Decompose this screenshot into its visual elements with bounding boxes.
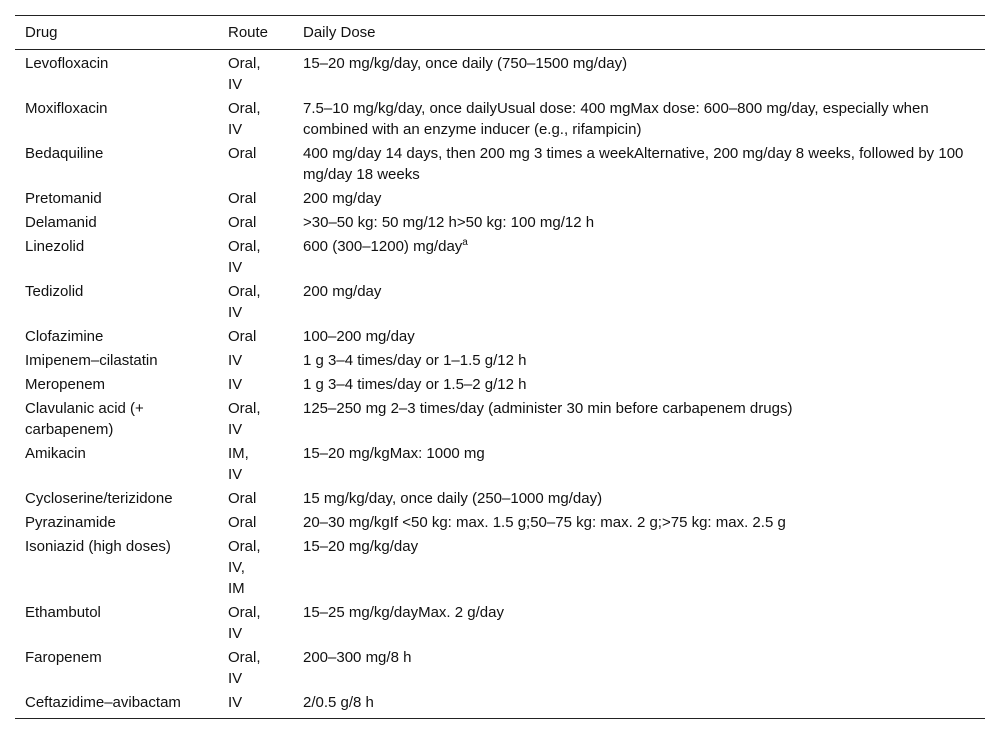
daily-dose-text: 15 mg/kg/day, once daily (250–1000 mg/day) xyxy=(303,490,603,507)
route-cell: Oral, IV xyxy=(228,649,261,687)
drug-cell: Delamanid xyxy=(25,214,97,231)
route-cell: Oral, IV xyxy=(228,604,261,642)
daily-dose-cell xyxy=(293,50,985,98)
table-row xyxy=(15,325,985,349)
drug-cell: Faropenem xyxy=(25,649,102,666)
route-cell: IV xyxy=(228,694,243,711)
daily-dose-cell xyxy=(293,142,985,187)
daily-dose-cell xyxy=(293,349,985,373)
drug-cell: Ethambutol xyxy=(25,604,101,621)
table-row xyxy=(15,373,985,397)
table-row xyxy=(15,487,985,511)
daily-dose-cell xyxy=(293,211,985,235)
daily-dose-cell xyxy=(293,373,985,397)
table-row xyxy=(15,235,985,280)
table-row xyxy=(15,142,985,187)
table-row xyxy=(15,97,985,142)
drug-cell: Clofazimine xyxy=(25,328,104,345)
route-cell: Oral, IV xyxy=(228,283,261,321)
drug-dosing-table xyxy=(15,15,985,719)
route-cell: Oral xyxy=(228,514,257,531)
daily-dose-cell xyxy=(293,601,985,646)
daily-dose-text: 1 g 3–4 times/day or 1.5–2 g/12 h xyxy=(303,376,527,393)
daily-dose-text: 200–300 mg/8 h xyxy=(303,649,412,666)
route-cell: Oral, IV, IM xyxy=(228,538,261,597)
daily-dose-cell xyxy=(293,691,985,719)
daily-dose-cell xyxy=(293,646,985,691)
daily-dose-cell xyxy=(293,511,985,535)
route-cell: Oral, IV xyxy=(228,100,261,138)
daily-dose-text: 20–30 mg/kgIf <50 kg: max. 1.5 g;50–75 kg: max. 2 g;>75 kg: max. 2.5 g xyxy=(303,514,786,531)
drug-cell: Imipenem–cilastatin xyxy=(25,352,158,369)
drug-cell: Amikacin xyxy=(25,445,86,462)
daily-dose-text: 100–200 mg/day xyxy=(303,328,415,345)
daily-dose-cell xyxy=(293,187,985,211)
table-header-row xyxy=(15,16,985,50)
drug-cell: Moxifloxacin xyxy=(25,100,108,117)
daily-dose-cell xyxy=(293,442,985,487)
daily-dose-text: 15–20 mg/kg/day, once daily (750–1500 mg/day) xyxy=(303,55,628,72)
daily-dose-cell xyxy=(293,325,985,349)
table-row xyxy=(15,511,985,535)
daily-dose-cell xyxy=(293,535,985,601)
daily-dose-cell xyxy=(293,280,985,325)
daily-dose-cell xyxy=(293,235,985,280)
drug-cell: Meropenem xyxy=(25,376,106,393)
daily-dose-text: 600 (300–1200) mg/day xyxy=(303,238,463,255)
table-row xyxy=(15,601,985,646)
daily-dose-text: 200 mg/day xyxy=(303,283,382,300)
table-row xyxy=(15,691,985,719)
daily-dose-cell xyxy=(293,487,985,511)
route-cell: Oral xyxy=(228,190,257,207)
daily-dose-text: 7.5–10 mg/kg/day, once dailyUsual dose: 400 mgMax dose: 600–800 mg/day, especially when combined with an enzyme inducer (e.g., rifampicin) xyxy=(303,100,929,138)
table-row xyxy=(15,535,985,601)
route-cell: Oral xyxy=(228,214,257,231)
table-row xyxy=(15,349,985,373)
daily-dose-text: >30–50 kg: 50 mg/12 h>50 kg: 100 mg/12 h xyxy=(303,214,595,231)
daily-dose-text: 200 mg/day xyxy=(303,190,382,207)
drug-cell: Bedaquiline xyxy=(25,145,104,162)
daily-dose-text: 15–25 mg/kg/dayMax. 2 g/day xyxy=(303,604,504,621)
route-cell: Oral xyxy=(228,490,257,507)
route-cell: Oral, IV xyxy=(228,238,261,276)
daily-dose-text: 15–20 mg/kgMax: 1000 mg xyxy=(303,445,485,462)
drug-cell: Pretomanid xyxy=(25,190,102,207)
header-drug: Drug xyxy=(15,16,218,50)
daily-dose-text: 400 mg/day 14 days, then 200 mg 3 times a weekAlternative, 200 mg/day 8 weeks, followed by 100 mg/day 18 weeks xyxy=(303,145,964,183)
daily-dose-text: 2/0.5 g/8 h xyxy=(303,694,374,711)
drug-cell: Pyrazinamide xyxy=(25,514,116,531)
daily-dose-text: 15–20 mg/kg/day xyxy=(303,538,419,555)
daily-dose-cell xyxy=(293,97,985,142)
route-cell: IV xyxy=(228,376,243,393)
table-row xyxy=(15,187,985,211)
route-cell: IV xyxy=(228,352,243,369)
drug-cell: Cycloserine/terizidone xyxy=(25,490,173,507)
header-daily-dose: Daily Dose xyxy=(293,16,985,50)
daily-dose-text: 125–250 mg 2–3 times/day (administer 30 min before carbapenem drugs) xyxy=(303,400,793,417)
drug-cell: Clavulanic acid (+ carbapenem) xyxy=(25,400,144,438)
table-row xyxy=(15,280,985,325)
route-cell: Oral, IV xyxy=(228,55,261,93)
route-cell: Oral xyxy=(228,328,257,345)
route-cell: IM, IV xyxy=(228,445,249,483)
drug-cell: Levofloxacin xyxy=(25,55,109,72)
route-cell: Oral, IV xyxy=(228,400,261,438)
table-row xyxy=(15,397,985,442)
daily-dose-cell xyxy=(293,397,985,442)
table-row xyxy=(15,211,985,235)
drug-cell: Tedizolid xyxy=(25,283,84,300)
daily-dose-text: 1 g 3–4 times/day or 1–1.5 g/12 h xyxy=(303,352,527,369)
drug-cell: Linezolid xyxy=(25,238,85,255)
table-row xyxy=(15,646,985,691)
table-row xyxy=(15,442,985,487)
drug-cell: Isoniazid (high doses) xyxy=(25,538,171,555)
drug-cell: Ceftazidime–avibactam xyxy=(25,694,181,711)
table-body xyxy=(15,50,985,719)
route-cell: Oral xyxy=(228,145,257,162)
dosing-table-container xyxy=(15,15,985,719)
footnote-marker: a xyxy=(462,237,468,248)
header-route: Route xyxy=(218,16,293,50)
table-row xyxy=(15,50,985,98)
